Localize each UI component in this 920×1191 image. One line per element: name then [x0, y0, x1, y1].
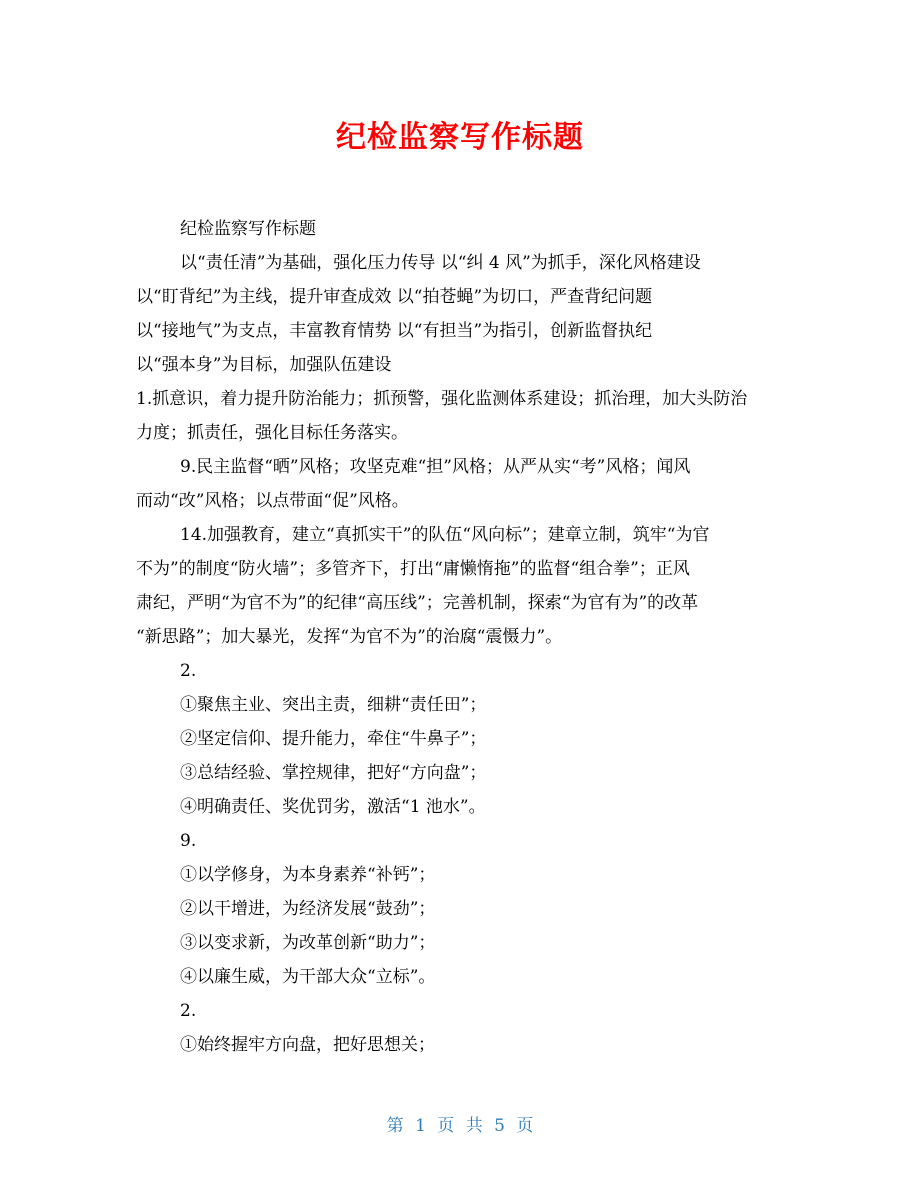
page-footer — [0, 1112, 920, 1140]
footer-prefix: 第 — [386, 1116, 404, 1136]
text-line: 9. — [180, 831, 197, 851]
text-line: 肃纪，严明“为官不为”的纪律“高压线”；完善机制，探索“为官有为”的改革 — [136, 593, 699, 613]
text-line: ③以变求新，为改革创新“助力”； — [180, 933, 436, 953]
text-line: 以“盯背纪”为主线，提升审查成效 以“拍苍蝇”为切口，严查背纪问题 — [136, 287, 653, 307]
footer-page-number: 1 — [415, 1116, 426, 1136]
text-line: 力度；抓责任，强化目标任务落实。 — [136, 423, 408, 443]
document-body — [136, 212, 788, 1062]
text-line: ①始终握牢方向盘，把好思想关； — [180, 1035, 435, 1055]
text-line: ①以学修身，为本身素养“补钙”； — [180, 865, 436, 885]
text-line: 14.加强教育，建立“真抓实干”的队伍“风向标”；建章立制，筑牢“为官 — [180, 525, 710, 545]
text-line: ①聚焦主业、突出主责，细耕“责任田”； — [180, 695, 487, 715]
text-line: 2. — [180, 1001, 197, 1021]
text-line: 1.抓意识，着力提升防治能力；抓预警，强化监测体系建设；抓治理，加大头防治 — [136, 389, 748, 409]
text-line: “新思路”；加大暴光，发挥“为官不为”的治腐“震慑力”。 — [136, 627, 563, 647]
footer-total-label: 共 — [465, 1116, 483, 1136]
text-line: ④以廉生威，为干部大众“立标”。 — [180, 967, 436, 987]
footer-total-pages: 5 — [494, 1116, 505, 1136]
text-line: 不为”的制度“防火墙”；多管齐下，打出“庸懒惰拖”的监督“组合拳”；正风 — [136, 559, 690, 579]
text-line: 以“责任清”为基础，强化压力传导 以“纠 4 风”为抓手，深化风格建设 — [180, 253, 701, 273]
document-title: 纪检监察写作标题 — [336, 120, 584, 155]
text-line: ②以干增进，为经济发展“鼓劲”； — [180, 899, 436, 919]
text-line: 以“接地气”为支点，丰富教育情势 以“有担当”为指引，创新监督执纪 — [136, 321, 653, 341]
text-line: 2. — [180, 661, 197, 681]
text-line: 纪检监察写作标题 — [180, 219, 316, 239]
footer-middle: 页 — [437, 1116, 455, 1136]
text-line: 而动“改”风格；以点带面“促”风格。 — [136, 491, 409, 511]
text-line: 9.民主监督“晒”风格；攻坚克难“担”风格；从严从实“考”风格；闻风 — [180, 457, 691, 477]
footer-suffix: 页 — [516, 1116, 534, 1136]
text-line: ④明确责任、奖优罚劣，激活“1 池水”。 — [180, 797, 486, 817]
text-line: ②坚定信仰、提升能力，牵住“牛鼻子”； — [180, 729, 487, 749]
text-line: ③总结经验、掌控规律，把好“方向盘”； — [180, 763, 487, 783]
text-line: 以“强本身”为目标，加强队伍建设 — [136, 355, 392, 375]
